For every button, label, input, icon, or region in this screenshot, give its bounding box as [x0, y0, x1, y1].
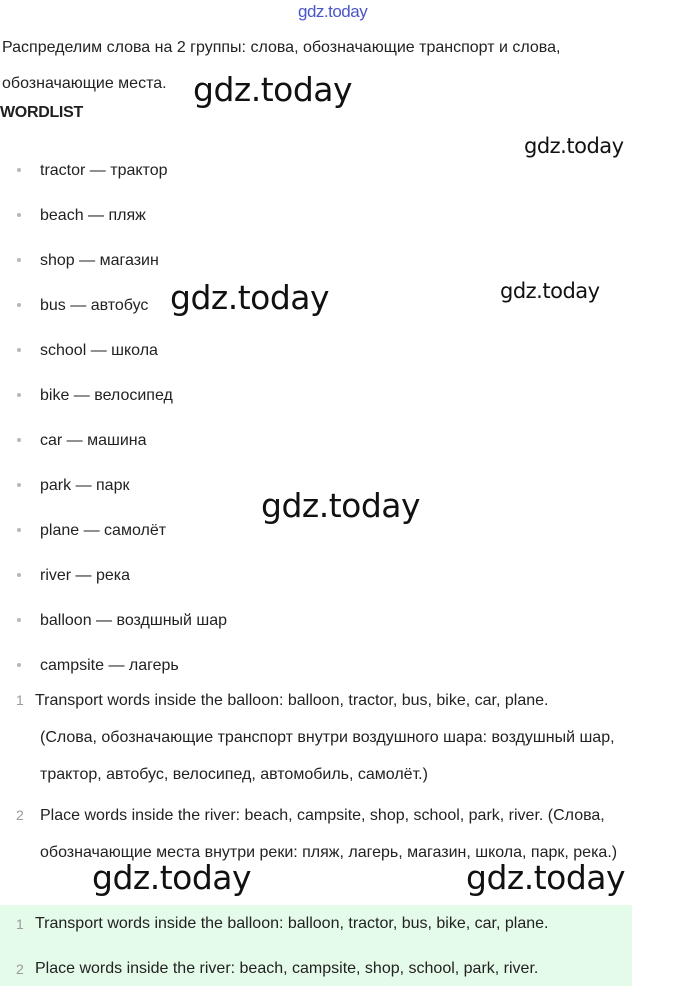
answer-item: [0, 682, 680, 797]
list-item-text: plane — самолёт: [40, 522, 167, 539]
bullet-icon: [17, 168, 21, 172]
list-item: [0, 553, 227, 598]
list-item-text: beach — пляж: [40, 207, 146, 224]
list-item-text: campsite — лагерь: [40, 657, 179, 674]
list-item-text: tractor — трактор: [40, 162, 168, 179]
bullet-icon: [17, 663, 21, 667]
list-item: [0, 598, 227, 643]
list-item: [0, 508, 227, 553]
watermark: gdz.today: [170, 278, 330, 317]
bullet-icon: [17, 213, 21, 217]
list-item-text: park — парк: [40, 477, 130, 494]
list-item: [0, 418, 227, 463]
final-answer-item: [0, 905, 632, 950]
final-answer-text: Transport words inside the balloon: balloon, tractor, bus, bike, car, plane.: [35, 915, 549, 932]
watermark: gdz.today: [92, 858, 252, 897]
list-item-text: balloon — воздшный шар: [40, 612, 228, 629]
bullet-icon: [17, 618, 21, 622]
list-item: [0, 463, 227, 508]
bullet-icon: [17, 438, 21, 442]
list-item-text: bike — велосипед: [40, 387, 173, 404]
wordlist-heading: WORDLIST: [0, 104, 83, 121]
bullet-icon: [17, 303, 21, 307]
list-item: [0, 148, 227, 193]
watermark-top: gdz.today: [298, 2, 368, 21]
list-item: [0, 238, 227, 283]
bullet-icon: [17, 393, 21, 397]
list-item-text: school — школа: [40, 342, 158, 359]
bullet-icon: [17, 573, 21, 577]
watermark: gdz.today: [193, 70, 353, 109]
final-answer-text: Place words inside the river: beach, campsite, shop, school, park, river.: [35, 960, 539, 977]
bullet-icon: [17, 348, 21, 352]
final-answer-box: [0, 905, 632, 986]
answer-text-english: Transport words inside the balloon: balloon, tractor, bus, bike, car, plane.: [35, 692, 549, 709]
final-answer-item: [0, 950, 632, 995]
bullet-icon: [17, 483, 21, 487]
list-item: [0, 193, 227, 238]
watermark: gdz.today: [500, 279, 600, 303]
intro-paragraph: Распределим слова на 2 группы: слова, обозначающие транспорт и слова, обозначающие места.: [2, 39, 561, 92]
watermark: gdz.today: [524, 134, 624, 158]
answer-text-translation: (Слова, обозначающие транспорт внутри воздушного шара: воздушный шар, трактор, автобус, велосипед, автомобиль, самолёт.): [40, 729, 615, 783]
answer-number: 2: [16, 807, 24, 823]
answer-number: 2: [16, 961, 24, 977]
list-item-text: car — машина: [40, 432, 147, 449]
list-item-text: river — река: [40, 567, 131, 584]
watermark: gdz.today: [466, 858, 626, 897]
bullet-icon: [17, 258, 21, 262]
answer-number: 1: [16, 916, 24, 932]
wordlist: [0, 148, 227, 688]
answer-text: Place words inside the river: beach, campsite, shop, school, park, river. (Слова, обозначающие места внутри реки: пляж, лагерь, магазин, школа, парк, река.): [40, 807, 618, 861]
watermark: gdz.today: [261, 486, 421, 525]
answer-number: 1: [16, 692, 24, 708]
bullet-icon: [17, 528, 21, 532]
list-item: [0, 373, 227, 418]
list-item-text: bus — автобус: [40, 297, 149, 314]
list-item-text: shop — магазин: [40, 252, 159, 269]
list-item: [0, 328, 227, 373]
